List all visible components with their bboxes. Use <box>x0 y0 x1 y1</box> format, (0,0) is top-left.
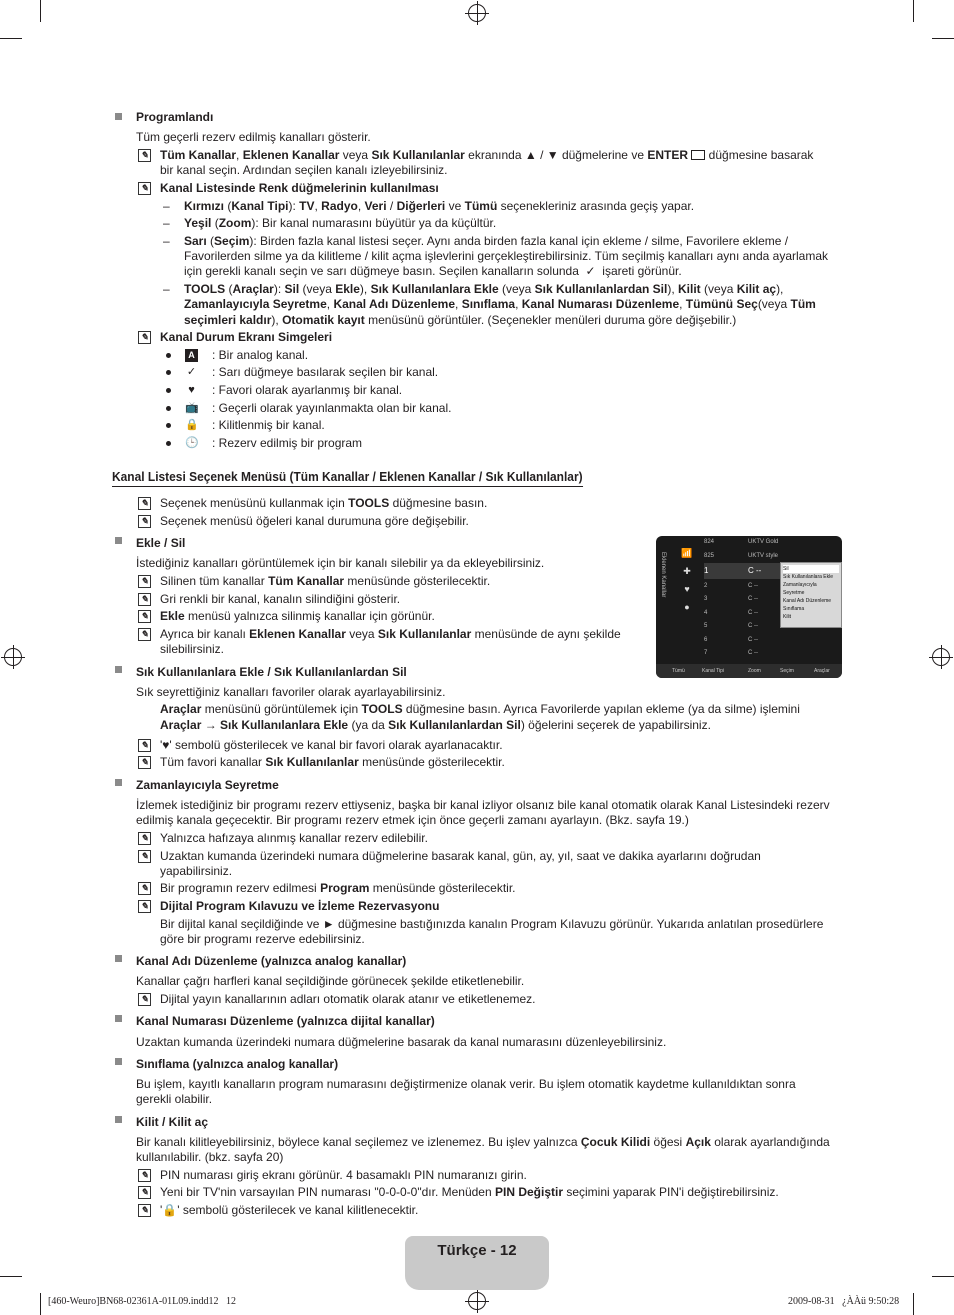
dot-bullet <box>166 370 171 375</box>
lock-icon: ● <box>684 602 690 612</box>
text-line: Bir programın rezerv edilmesi Program menüsünde gösterilecektir. <box>160 881 516 895</box>
tv-side-label: Eklenen Kanallar <box>660 552 666 598</box>
text-line: Sınıflama (yalnızca analog kanallar) <box>136 1057 339 1071</box>
tv-bottom-bar <box>656 664 842 678</box>
text-line: Ekle / Sil <box>136 536 186 550</box>
note-icon: ✎ <box>138 149 151 162</box>
text-line: Araçlar menüsünü görüntülemek için TOOLS düğmesine basın. Ayrıca Favorilerde yapılan ekleme (ya da silme) işlemini <box>160 702 800 716</box>
square-bullet <box>115 1015 122 1022</box>
text-line: : Bir analog kanal. <box>212 348 309 362</box>
text-line: Kanal Durum Ekranı Simgeleri <box>160 330 333 344</box>
tv-channel-name: C -- <box>748 636 758 643</box>
tools-popup-item: Sık Kullanılanlara Ekle <box>783 574 834 580</box>
text-line: Zamanlayıcıyla Seyretme, Kanal Adı Düzenleme, Sınıflama, Kanal Numarası Düzenleme, Tümünü Seç(veya Tüm <box>184 297 816 311</box>
square-bullet <box>115 113 122 120</box>
note-icon: ✎ <box>138 756 151 769</box>
text-line: Seçenek menüsünü kullanmak için TOOLS düğmesine basın. <box>160 496 488 510</box>
text-line: Kanal Adı Düzenleme (yalnızca analog kanallar) <box>136 954 407 968</box>
tv-channel-number: 4 <box>704 609 708 616</box>
text-line: PIN numarası giriş ekranı görünür. 4 basamaklı PIN numaranızı girin. <box>160 1168 527 1182</box>
clock-icon: 🕒 <box>185 437 199 449</box>
tv-channel-number: 5 <box>704 623 708 629</box>
tv-channel-name: C -- <box>748 566 762 575</box>
note-icon: ✎ <box>138 610 151 623</box>
note-icon: ✎ <box>138 1204 151 1217</box>
add-icon: ✚ <box>683 566 691 576</box>
dash-bullet: – <box>163 234 170 248</box>
note-icon: ✎ <box>138 628 151 641</box>
crop-mark <box>0 38 22 39</box>
text-line: '♥' sembolü gösterilecek ve kanal bir favori olarak ayarlanacaktır. <box>160 738 503 752</box>
text-line: : Favori olarak ayarlanmış bir kanal. <box>212 383 403 397</box>
note-icon: ✎ <box>138 1186 151 1199</box>
square-bullet <box>115 1058 122 1065</box>
page-label: Türkçe - 12 <box>437 1242 517 1259</box>
text-line: Favorilerden silme ya da kilitleme / kilit açma işlevlerini gerçekleştirebilirsiniz. Tüm seçilmiş kanalları aynı anda ayarlamak <box>184 249 829 263</box>
page-number-tab <box>405 1236 549 1290</box>
tv-channel-name: C -- <box>748 609 758 616</box>
note-icon: ✎ <box>138 182 151 195</box>
tv-channel-name: C -- <box>748 650 758 656</box>
tv-channel-number: 1 <box>704 566 709 575</box>
square-bullet <box>115 666 122 673</box>
square-bullet <box>115 1116 122 1123</box>
text-line: Kanal Numarası Düzenleme (yalnızca dijital kanallar) <box>136 1014 435 1028</box>
tv-bar-item: Zoom <box>748 668 761 674</box>
text-line: seçimleri kaldır), Otomatik kayıt menüsünü görüntüler. (Seçenekler menüleri duruma göre değişebilir.) <box>184 313 737 327</box>
note-icon: ✎ <box>138 1169 151 1182</box>
text-line: göre bir programı rezerve edebilirsiniz. <box>160 932 365 946</box>
tv-channel-row <box>704 634 840 647</box>
tools-popup-item: Sil <box>783 565 839 573</box>
text-line: : Rezerv edilmiş bir program <box>212 436 363 450</box>
heart-icon: ♥ <box>188 384 195 396</box>
analog-channel-icon: A <box>185 349 198 362</box>
note-icon: ✎ <box>138 850 151 863</box>
text-line: Dijital yayın kanallarının adları otomatik olarak atanır ve etiketlenemez. <box>160 992 536 1006</box>
text-line: Tüm geçerli rezerv edilmiş kanalları gösterir. <box>136 130 371 144</box>
text-line: Uzaktan kumanda üzerindeki numara düğmelerine basarak da kanal numarasını düzenleyebilirsiniz. <box>136 1035 667 1049</box>
tv-channel-number: 6 <box>704 636 708 643</box>
crop-mark <box>932 1276 954 1277</box>
tv-bar-item: Tümü <box>672 668 685 674</box>
tv-channel-name: UKTV style <box>748 552 779 559</box>
text-line: Tüm Kanallar, Eklenen Kanallar veya Sık Kullanılanlar ekranında ▲ / ▼ düğmelerine ve ENTER düğmesine basarak <box>160 148 814 162</box>
crop-mark <box>932 38 954 39</box>
text-line: İzlemek istediğiniz bir programı rezerv ettiyseniz, başka bir kanal izliyor olsanız bile kanal otomatik olarak Kanal Listesindeki rezerv <box>136 798 830 812</box>
dot-bullet <box>166 441 171 446</box>
text-line: Tüm favori kanallar Sık Kullanılanlar menüsünde gösterilecektir. <box>160 755 505 769</box>
text-line: bir kanal seçin. Ardından seçilen kanalı izleyebilirsiniz. <box>160 163 448 177</box>
text-line: : Kilitlenmiş bir kanal. <box>212 418 325 432</box>
tv-channel-row <box>704 647 840 660</box>
lock-icon: 🔒 <box>185 419 199 431</box>
text-line: Programlandı <box>136 110 214 124</box>
crop-mark <box>913 0 914 22</box>
crop-mark <box>40 1293 41 1315</box>
square-bullet <box>115 779 122 786</box>
text-line: Kanallar çağrı harfleri kanal seçildiğinde görünecek şekilde etiketlenebilir. <box>136 974 525 988</box>
text-line: İstediğiniz kanalları görüntülemek için bir kanalı silebilir ya da ekleyebilirsiniz. <box>136 556 545 570</box>
tv-channel-number: 7 <box>704 650 708 656</box>
tv-channel-name: C -- <box>748 596 758 602</box>
text-line: Gri renkli bir kanal, kanalın silindiğini gösterir. <box>160 592 401 606</box>
tv-bar-item: Araçlar <box>814 668 830 674</box>
tv-icon: 📺 <box>185 402 199 414</box>
text-line: '🔒' sembolü gösterilecek ve kanal kilitlenecektir. <box>160 1203 419 1217</box>
text-line: Sarı (Seçim): Birden fazla kanal listesi seçer. Aynı anda birden fazla kanal için ekleme / silme, Favorilere ekleme / <box>184 234 789 248</box>
square-bullet <box>115 537 122 544</box>
section-heading: Kanal Listesi Seçenek Menüsü (Tüm Kanallar / Eklenen Kanallar / Sık Kullanılanlar) <box>112 469 583 487</box>
tools-popup-item: Zamanlayıcıyla Seyretme <box>783 582 817 596</box>
text-line: silebilirsiniz. <box>160 642 225 656</box>
note-icon: ✎ <box>138 832 151 845</box>
crop-mark <box>0 1276 22 1277</box>
text-line: Yalnızca hafızaya alınmış kanallar rezerv edilebilir. <box>160 831 428 845</box>
text-line: Dijital Program Kılavuzu ve İzleme Rezervasyonu <box>160 899 440 913</box>
note-icon: ✎ <box>138 900 151 913</box>
text-line: için gerekli kanalı seçin ve sarı düğmeye basın. Seçilen kanalların solunda ✓ işareti görünür. <box>184 264 682 278</box>
tv-channel-number: 3 <box>704 596 708 602</box>
text-line: kullanılabilir. (bkz. sayfa 20) <box>136 1150 284 1164</box>
print-file-info: [460-Weuro]BN68-02361A-01L09.indd12 12 <box>48 1296 237 1307</box>
text-line: Bir dijital kanal seçildiğinde ve ► düğmesine bastığınızda kanalın Program Kılavuzu görünür. Yukarıda anlatılan prosedürlere <box>160 917 824 931</box>
note-icon: ✎ <box>138 993 151 1006</box>
note-icon: ✎ <box>138 515 151 528</box>
square-bullet <box>115 955 122 962</box>
dot-bullet <box>166 423 171 428</box>
text-line: Kilit / Kilit aç <box>136 1115 209 1129</box>
tv-channel-name: UKTV Gold <box>748 539 779 545</box>
note-icon: ✎ <box>138 575 151 588</box>
heart-icon: ♥ <box>684 584 690 594</box>
channel-list-screenshot <box>656 536 842 678</box>
text-line: yapabilirsiniz. <box>160 864 233 878</box>
registration-mark <box>932 648 950 666</box>
text-line: Ayrıca bir kanalı Eklenen Kanallar veya Sık Kullanılanlar menüsünde de aynı şekilde <box>160 627 621 641</box>
tv-channel-row <box>704 550 840 563</box>
tv-channel-name: C -- <box>748 582 758 589</box>
text-line: Silinen tüm kanallar Tüm Kanallar menüsünde gösterilecektir. <box>160 574 491 588</box>
text-line: Seçenek menüsü öğeleri kanal durumuna göre değişebilir. <box>160 514 469 528</box>
registration-mark <box>4 648 22 666</box>
note-icon: ✎ <box>138 331 151 344</box>
text-line: Uzaktan kumanda üzerindeki numara düğmelerine basarak kanal, gün, ay, yıl, saat ve dakika ayarlarını doğrudan <box>160 849 761 863</box>
text-line: Sık Kullanılanlara Ekle / Sık Kullanılanlardan Sil <box>136 665 407 679</box>
print-date-info: 2009-08-31 ¿ÀÀü 9:50:28 <box>788 1296 900 1307</box>
tools-popup <box>780 562 842 628</box>
tools-popup-item: Kilit <box>783 614 792 620</box>
text-line: Bu işlem, kayıtlı kanalların program numarasını değiştirmenize olanak verir. Bu işlem otomatik kaydetme kullanıldıktan sonra <box>136 1077 796 1091</box>
tv-bar-item: Seçim <box>780 668 794 674</box>
text-line: Araçlar → Sık Kullanılanlara Ekle (ya da Sık Kullanılanlardan Sil) öğelerini seçerek de yapabilirsiniz. <box>160 718 711 732</box>
text-line: gerekli olabilir. <box>136 1092 213 1106</box>
tools-popup-item: Kanal Adı Düzenleme <box>783 598 832 604</box>
text-line: : Geçerli olarak yayınlanmakta olan bir kanal. <box>212 401 452 415</box>
tv-channel-number: 824 <box>704 539 715 545</box>
tv-channel-name: C -- <box>748 623 758 629</box>
note-icon: ✎ <box>138 882 151 895</box>
text-line: TOOLS (Araçlar): Sil (veya Ekle), Sık Kullanılanlara Ekle (veya Sık Kullanılanlardan Sil), Kilit (veya Kilit aç), <box>184 282 784 296</box>
text-line: Zamanlayıcıyla Seyretme <box>136 778 279 792</box>
dash-bullet: – <box>163 199 170 213</box>
tv-channel-number: 2 <box>704 582 708 589</box>
dash-bullet: – <box>163 216 170 230</box>
tv-icon-column <box>678 544 696 614</box>
text-line: edilmiş kanala geçecektir. Bir programı rezerv etmek için önce geçerli zamanı ayarlayın. (Bkz. sayfa 19.) <box>136 813 689 827</box>
dash-bullet: – <box>163 282 170 296</box>
dot-bullet <box>166 353 171 358</box>
text-line: Ekle menüsü yalnızca silinmiş kanallar için görünür. <box>160 609 435 623</box>
text-line: Yeni bir TV'nin varsayılan PIN numarası "0-0-0-0"dır. Menüden PIN Değiştir seçimini yaparak PIN'i değiştirebilirsiniz. <box>160 1185 779 1199</box>
tv-channel-row <box>704 536 840 549</box>
crop-mark <box>913 1293 914 1315</box>
registration-mark <box>468 4 486 22</box>
tv-channel-number: 825 <box>704 552 715 559</box>
registration-mark <box>468 1292 486 1310</box>
crop-mark <box>40 0 41 22</box>
dot-bullet <box>166 388 171 393</box>
text-line: Kırmızı (Kanal Tipi): TV, Radyo, Veri / Diğerleri ve Tümü seçenekleriniz arasında geçiş yapar. <box>184 199 695 213</box>
tools-popup-item: Sınıflama <box>783 606 805 612</box>
checkmark-icon: ✓ <box>186 366 197 378</box>
note-icon: ✎ <box>138 497 151 510</box>
text-line: Kanal Listesinde Renk düğmelerinin kullanılması <box>160 181 439 195</box>
dot-bullet <box>166 406 171 411</box>
tv-bar-item: Kanal Tipi <box>702 668 724 674</box>
text-line: Yeşil (Zoom): Bir kanal numarasını büyütür ya da küçültür. <box>184 216 497 230</box>
note-icon: ✎ <box>138 593 151 606</box>
note-icon: ✎ <box>138 739 151 752</box>
text-line: Bir kanalı kilitleyebilirsiniz, böylece kanal seçilemez ve izlenemez. Bu işlev yalnızca Çocuk Kilidi öğesi Açık olarak ayarlandığında <box>136 1135 830 1149</box>
text-line: : Sarı düğmeye basılarak seçilen bir kanal. <box>212 365 439 379</box>
text-line: Sık seyrettiğiniz kanalları favoriler olarak ayarlayabilirsiniz. <box>136 685 446 699</box>
antenna-icon: 📶 <box>681 548 693 558</box>
